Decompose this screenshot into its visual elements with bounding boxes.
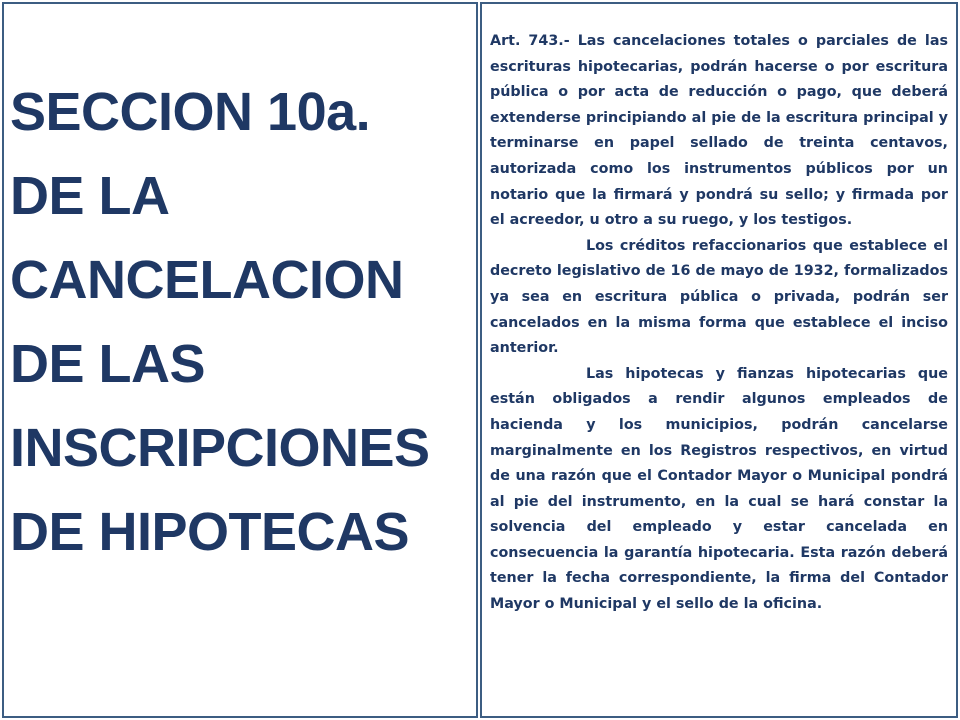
heading-line: DE LAS <box>10 334 206 394</box>
heading-line: DE HIPOTECAS <box>10 502 410 562</box>
heading-line: INSCRIPCIONES <box>10 418 430 478</box>
heading-line: SECCION 10a. <box>10 82 371 142</box>
article-text <box>490 29 948 618</box>
heading-line: DE LA <box>10 166 170 226</box>
article-paragraph: Art. 743.- Las cancelaciones totales o parciales de las escrituras hipotecarias, podrán hacerse o por escritura pública o por acta de reducción o pago, que deberá extenderse principiando al pie de la escritura principal y terminarse en papel sellado de treinta centavos, autorizada como los instrumentos públicos por un notario que la firmará y pondrá su sello; y firmada por el acreedor, u otro a su ruego, y los testigos. <box>490 33 948 229</box>
article-paragraph: Los créditos refaccionarios que establece el decreto legislativo de 16 de mayo de 1932, formalizados ya sea en escritura pública o privada, podrán ser cancelados en la misma forma que establece el inciso anterior. <box>490 237 948 357</box>
heading-line: CANCELACION <box>10 250 404 310</box>
section-heading <box>10 70 475 574</box>
article-paragraph: Las hipotecas y fianzas hipotecarias que están obligados a rendir algunos empleados de hacienda y los municipios, podrán cancelarse marginalmente en los Registros respectivos, en virtud de una razón que el Contador Mayor o Municipal pondrá al pie del instrumento, en la cual se hará constar la solvencia del empleado y estar cancelada en consecuencia la garantía hipotecaria. Esta razón deberá tener la fecha correspondiente, la firma del Contador Mayor o Municipal y el sello de la oficina. <box>490 365 948 613</box>
